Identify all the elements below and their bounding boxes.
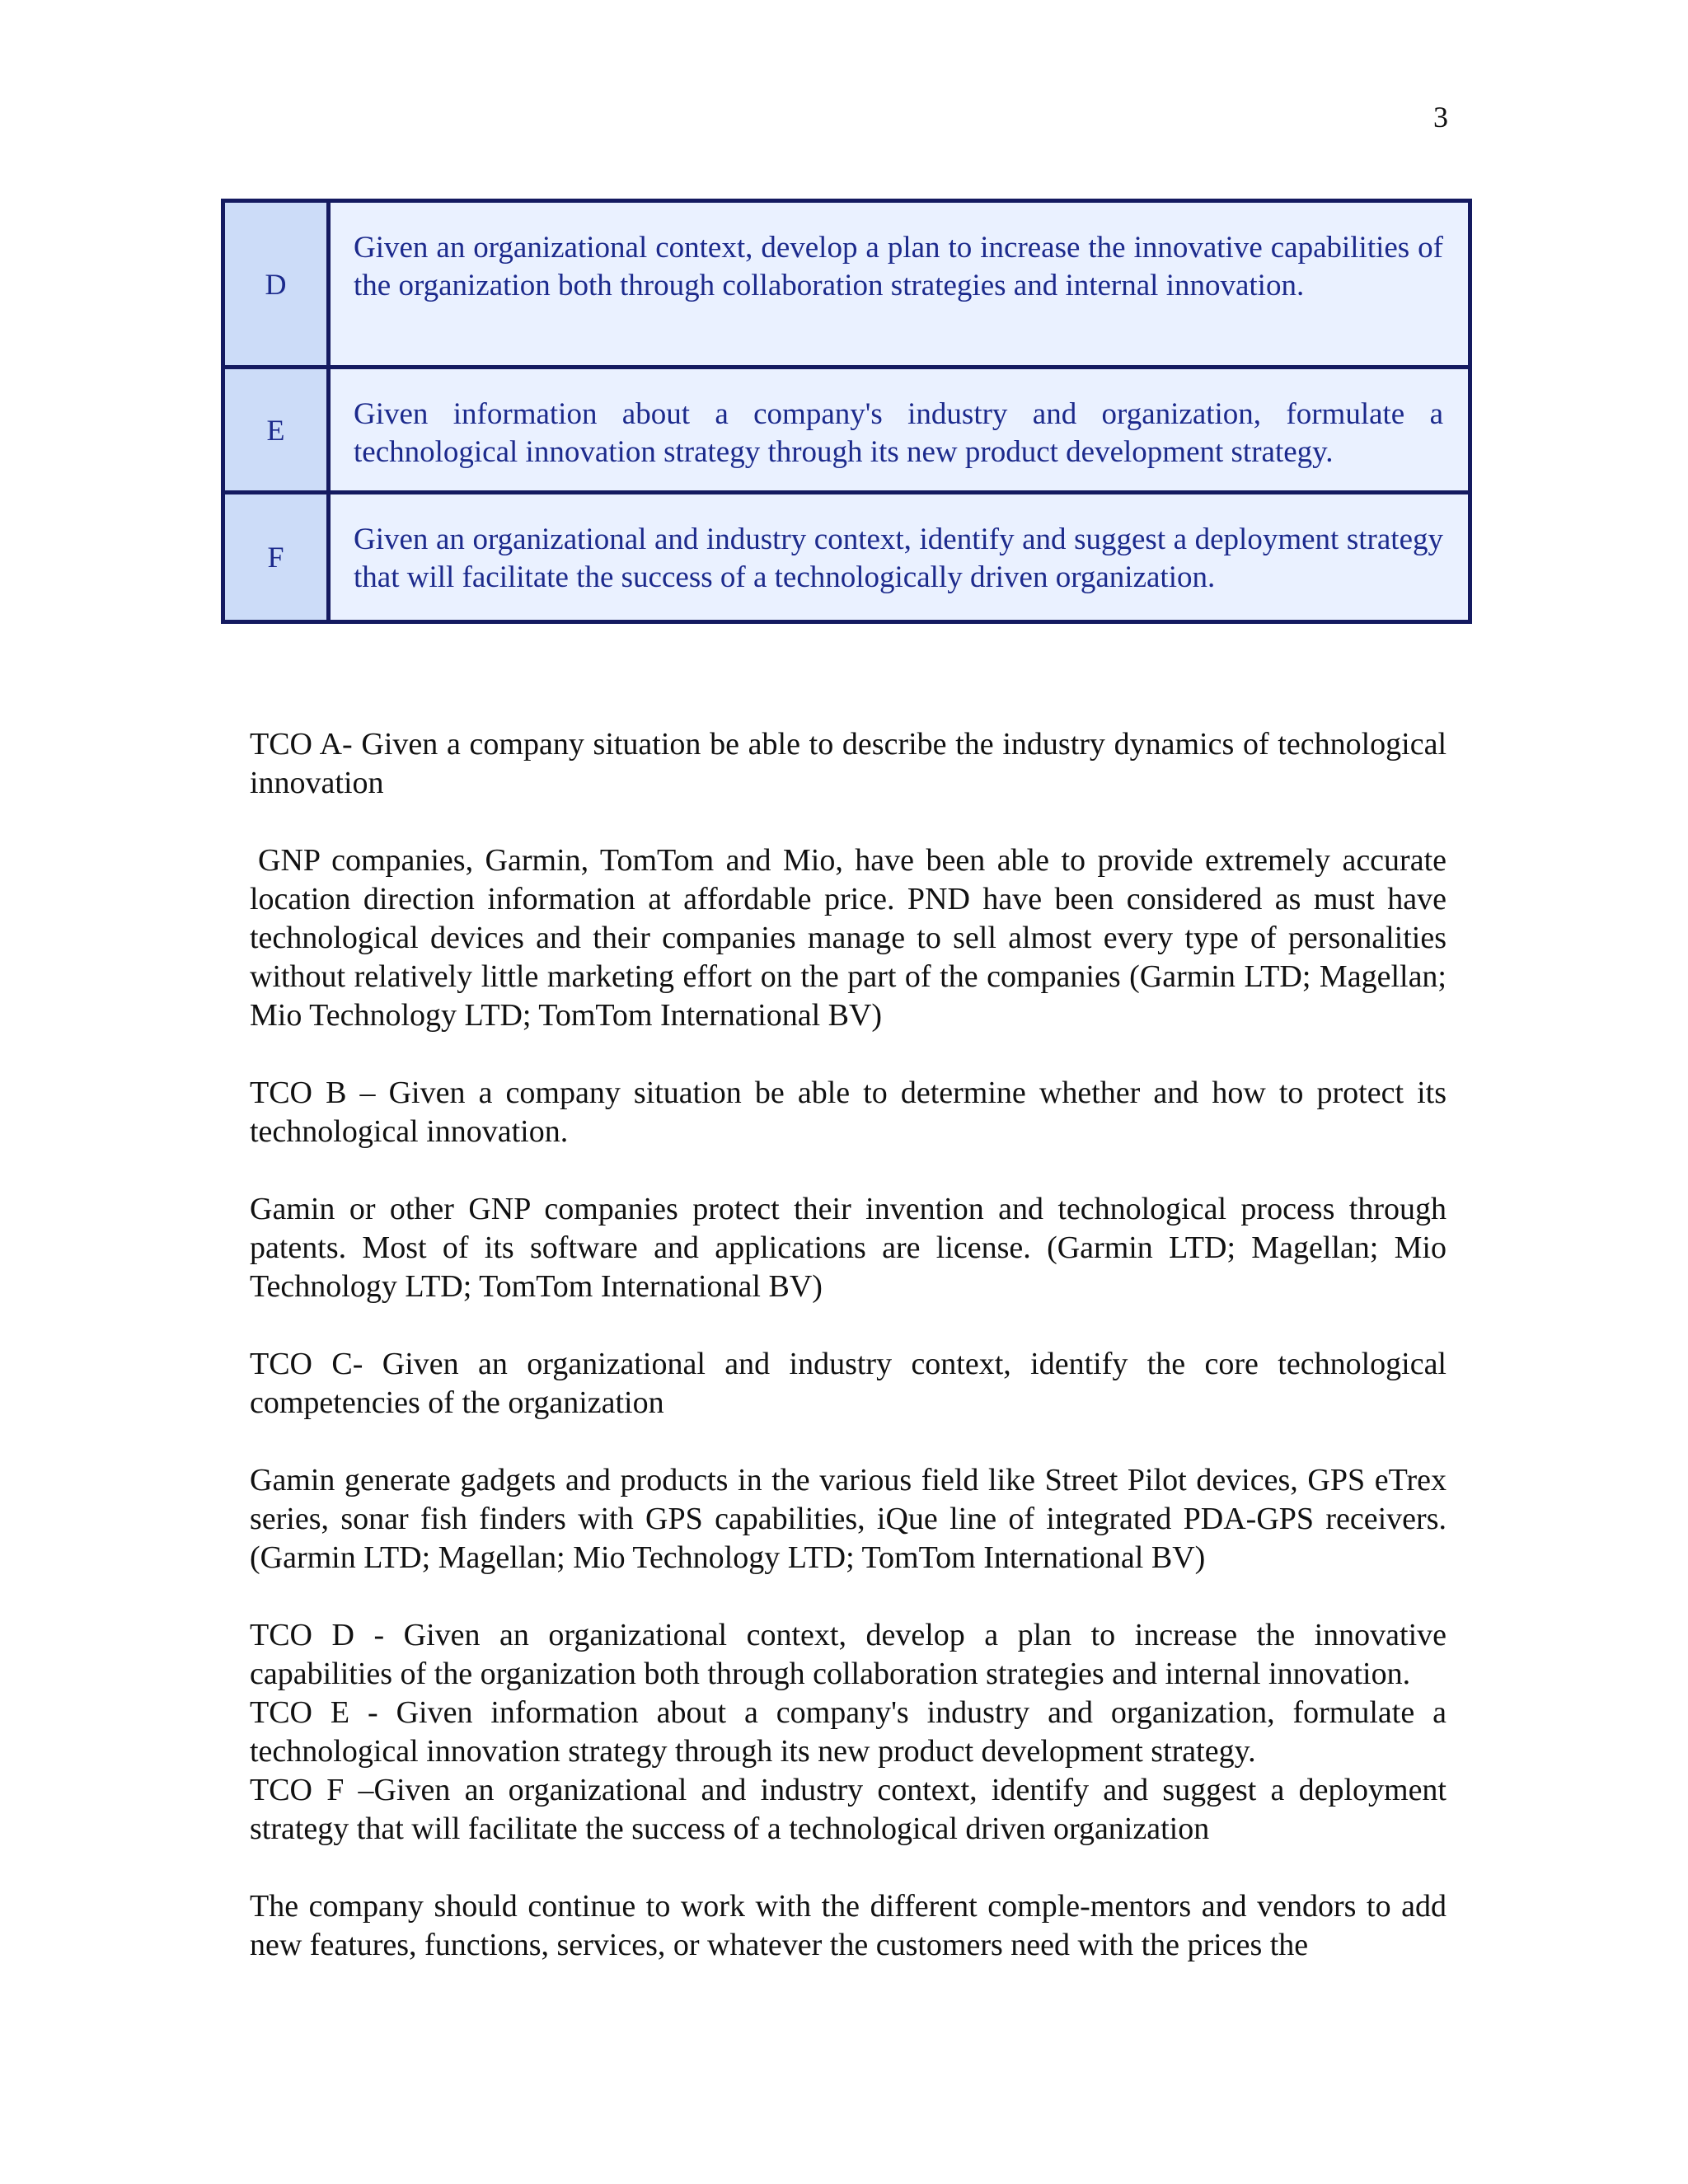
body-text [250,725,1447,2004]
closing-paragraph: The company should continue to work with the different comple-mentors and vendors to add new features, functions, services, or whatever the customers need with the prices the [250,1889,1447,1962]
tco-letter-cell: F [225,494,331,620]
tco-f-heading: TCO F –Given an organizational and industry context, identify and suggest a deployment strategy that will facilitate the success of a technological driven organization [250,1773,1447,1846]
tco-c-heading: TCO C- Given an organizational and industry context, identify the core technological competencies of the organization [250,1347,1447,1420]
table-row [225,203,1468,369]
tco-table [221,199,1472,624]
table-row [225,494,1468,620]
tco-description-cell: Given information about a company's industry and organization, formulate a technological innovation strategy through its new product development strategy. [354,397,1443,469]
tco-a-paragraph: GNP companies, Garmin, TomTom and Mio, have been able to provide extremely accurate location direction information at affordable price. PND have been considered as must have technological devices and their companies manage to sell almost every type of personalities without relatively little marketing effort on the part of the companies (Garmin LTD; Magellan; Mio Technology LTD; TomTom International BV) [250,843,1447,1033]
tco-b-paragraph: Gamin or other GNP companies protect their invention and technological process through patents. Most of its software and applications are license. (Garmin LTD; Magellan; Mio Technology LTD; TomTom International BV) [250,1192,1447,1304]
tco-a-heading: TCO A- Given a company situation be able to describe the industry dynamics of technological innovation [250,727,1447,800]
table-row [225,369,1468,494]
tco-d-heading: TCO D - Given an organizational context, develop a plan to increase the innovative capabilities of the organization both through collaboration strategies and internal innovation. [250,1618,1447,1691]
tco-e-heading: TCO E - Given information about a company's industry and organization, formulate a technological innovation strategy through its new product development strategy. [250,1695,1447,1769]
page-number: 3 [1433,101,1448,134]
tco-letter-cell: D [225,203,331,365]
tco-c-paragraph: Gamin generate gadgets and products in the various field like Street Pilot devices, GPS eTrex series, sonar fish finders with GPS capabilities, iQue line of integrated PDA-GPS receivers. (Garmin LTD; Magellan; Mio Technology LTD; TomTom International BV) [250,1463,1447,1575]
tco-description-cell: Given an organizational context, develop a plan to increase the innovative capabilities of the organization both through collaboration strategies and internal innovation. [354,231,1443,302]
tco-letter-cell: E [225,369,331,490]
tco-description-cell: Given an organizational and industry context, identify and suggest a deployment strategy that will facilitate the success of a technologically driven organization. [354,523,1443,594]
tco-b-heading: TCO B – Given a company situation be able to determine whether and how to protect its technological innovation. [250,1076,1447,1149]
